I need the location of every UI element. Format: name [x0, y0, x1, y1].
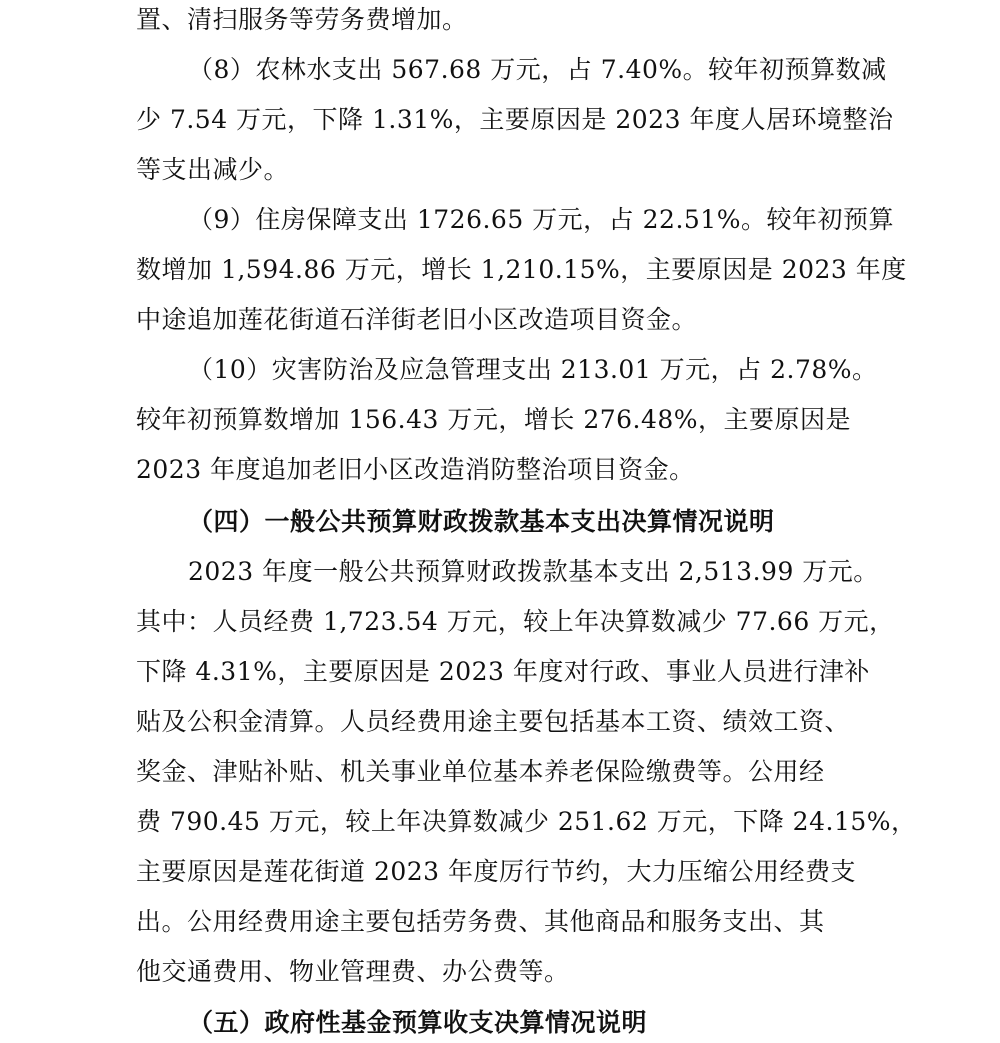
- section-heading: （五）政府性基金预算收支决算情况说明: [188, 1008, 648, 1037]
- paragraph-line: 奖金、津贴补贴、机关事业单位基本养老保险缴费等。公用经: [136, 757, 825, 786]
- paragraph-line: 中途追加莲花街道石洋街老旧小区改造项目资金。: [136, 305, 698, 334]
- paragraph-line: 等支出减少。: [136, 155, 290, 184]
- paragraph-line: （9）住房保障支出 1726.65 万元，占 22.51%。较年初预算: [188, 205, 894, 234]
- paragraph-line: 贴及公积金清算。人员经费用途主要包括基本工资、绩效工资、: [136, 707, 851, 736]
- paragraph-line: 2023 年度追加老旧小区改造消防整治项目资金。: [136, 455, 695, 484]
- paragraph-line: 主要原因是莲花街道 2023 年度厉行节约，大力压缩公用经费支: [136, 857, 857, 886]
- paragraph-line: （10）灾害防治及应急管理支出 213.01 万元，占 2.78%。: [188, 355, 878, 384]
- paragraph-line: 较年初预算数增加 156.43 万元，增长 276.48%，主要原因是: [136, 405, 852, 434]
- paragraph-line: 其中：人员经费 1,723.54 万元，较上年决算数减少 77.66 万元，: [136, 607, 895, 636]
- paragraph-line: 下降 4.31%，主要原因是 2023 年度对行政、事业人员进行津补: [136, 657, 870, 686]
- paragraph-line: 数增加 1,594.86 万元，增长 1,210.15%，主要原因是 2023 年度: [136, 255, 907, 284]
- paragraph-line: 2023 年度一般公共预算财政拨款基本支出 2,513.99 万元。: [188, 557, 879, 586]
- section-heading: （四）一般公共预算财政拨款基本支出决算情况说明: [188, 507, 775, 536]
- paragraph-line: 他交通费用、物业管理费、办公费等。: [136, 957, 570, 986]
- paragraph-line: （8）农林水支出 567.68 万元，占 7.40%。较年初预算数减: [188, 55, 887, 84]
- paragraph-line: 出。公用经费用途主要包括劳务费、其他商品和服务支出、其: [136, 907, 825, 936]
- paragraph-line: 费 790.45 万元，较上年决算数减少 251.62 万元，下降 24.15%，: [136, 807, 917, 836]
- paragraph-line: 少 7.54 万元，下降 1.31%，主要原因是 2023 年度人居环境整治: [136, 105, 894, 134]
- paragraph-line: 置、清扫服务等劳务费增加。: [136, 5, 468, 34]
